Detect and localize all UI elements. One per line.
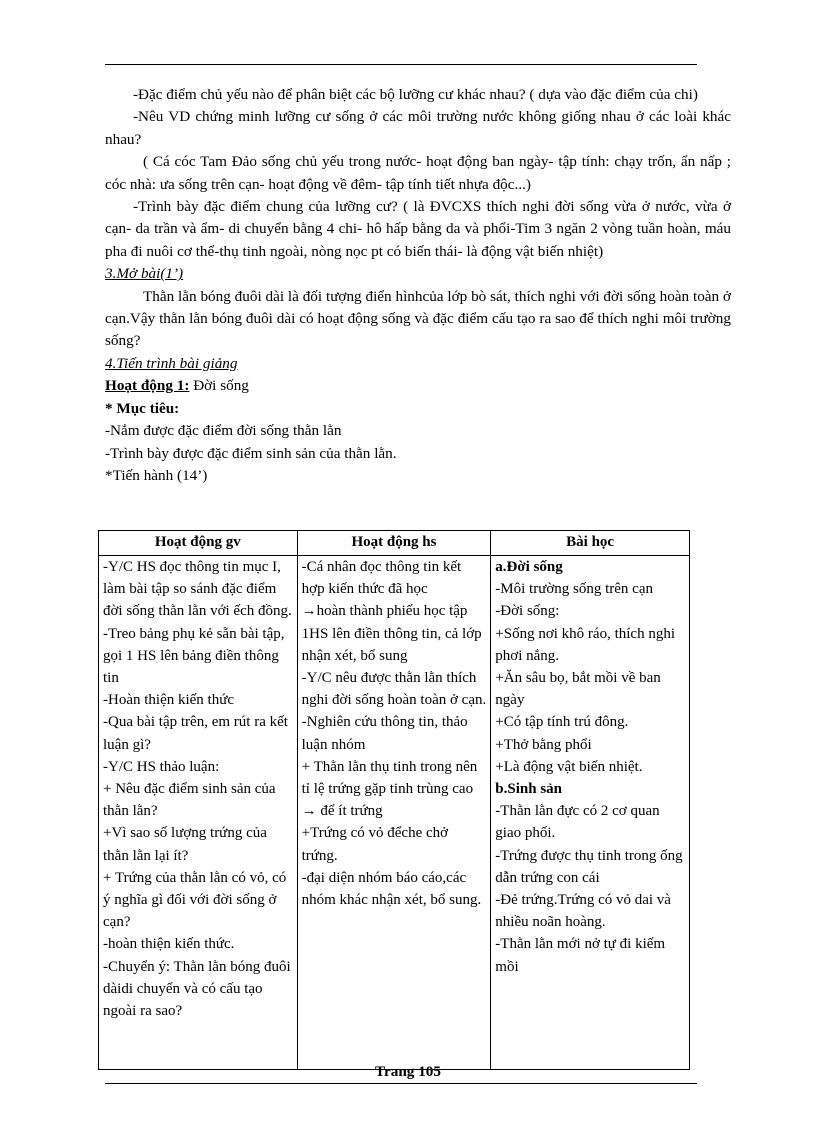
- section3-heading-text: 3.Mở bài(1’): [105, 265, 184, 283]
- lesson-line: -Thằn lằn đực có 2 cơ quan giao phối.: [495, 803, 660, 842]
- section4-heading-text: 4.Tiến trình bài giảng: [105, 354, 238, 372]
- lesson-line: -Đời sống:: [495, 603, 560, 620]
- section3-heading: [105, 263, 731, 285]
- lesson-subheading-life: a.Đời sống: [495, 559, 563, 575]
- lesson-line: +Là động vật biến nhiệt.: [495, 758, 643, 775]
- header-rule: [105, 64, 697, 65]
- student-line: 1HS lên điền thông tin, cả lớp nhận xét, bổ sung: [301, 625, 482, 664]
- footer-rule: [105, 1083, 697, 1084]
- lesson-line: +Sống nơi khô ráo, thích nghi phơi nắng.: [495, 625, 675, 664]
- goal-2: -Trình bày được đặc điểm sinh sản của thằn lằn.: [105, 444, 397, 462]
- student-line: -đại diện nhóm báo cáo,các nhóm khác nhận xét, bổ sung.: [301, 869, 482, 909]
- lesson-line: -Trứng được thụ tinh trong ống dẫn trứng con cái: [495, 847, 683, 886]
- header-teacher: Hoạt động gv: [99, 531, 298, 556]
- procedure-label: *Tiến hành (14’): [105, 466, 208, 484]
- header-student: Hoạt động hs: [297, 531, 491, 556]
- student-line: + Thằn lằn thụ tinh trong nên tỉ lệ trứng gặp tinh trùng cao → để ít trứng: [301, 758, 478, 820]
- activity-label: Hoạt động 1:: [105, 377, 190, 395]
- intro-question-1: -Đặc điểm chủ yếu nào để phân biệt các bộ lưỡng cư khác nhau? ( dựa vào đặc điểm của chi): [133, 86, 698, 103]
- teacher-line: + Trứng của thằn lằn có vỏ, có ý nghĩa gì đối với đời sống ở cạn?: [103, 869, 287, 931]
- document-body: [105, 84, 731, 487]
- goal-label: * Mục tiêu:: [105, 399, 180, 417]
- teacher-line: -Hoàn thiện kiến thức: [103, 692, 235, 709]
- intro-question-3: -Trình bày đặc điểm chung của lưỡng cư? ( là ĐVCXS thích nghi đời sống vừa ở nước, vừa ở cạn- da trần và ẩm- di chuyển bằng 4 chi- hô hấp bằng da và phổi-Tim 3 ngăn 2 vòng tuần hoàn, máu pha đi nuôi cơ thể-thụ tinh ngoài, nòng nọc pt có biến thái- là động vật biến nhiệt): [105, 198, 731, 260]
- student-line: -Nghiên cứu thông tin, thảo luận nhóm: [301, 714, 468, 753]
- teacher-line: -Y/C HS thảo luận:: [103, 758, 220, 775]
- lesson-cell: [491, 556, 690, 1070]
- teacher-line: -Qua bài tập trên, em rút ra kết luận gì?: [103, 714, 288, 753]
- teacher-line: -hoàn thiện kiến thức.: [103, 936, 235, 953]
- activity-title: [105, 375, 731, 397]
- lesson-line: +Ăn sâu bọ, bắt mồi về ban ngày: [495, 670, 661, 709]
- activity-name: Đời sống: [189, 377, 249, 395]
- lesson-table: [98, 530, 690, 1070]
- student-activity-cell: [297, 556, 491, 1070]
- goal-1: -Nắm được đặc điểm đời sống thằn lằn: [105, 422, 342, 440]
- student-line: -Y/C nêu được thằn lằn thích nghi đời sống hoàn toàn ở cạn.: [301, 670, 487, 709]
- teacher-line: + Nêu đặc điểm sinh sản của thằn lằn?: [103, 781, 276, 820]
- teacher-line: -Chuyển ý: Thằn lằn bóng đuôi dàidi chuyển và có cấu tạo ngoài ra sao?: [103, 958, 291, 1020]
- student-line: →hoàn thành phiếu học tập: [301, 603, 468, 620]
- section4-heading: [105, 353, 731, 375]
- teacher-line: +Vì sao số lượng trứng của thằn lằn lại ít?: [103, 825, 267, 864]
- header-lesson: Bài học: [491, 531, 690, 556]
- teacher-activity-cell: [99, 556, 298, 1070]
- teacher-line: -Treo bảng phụ kẻ sẵn bài tập, gọi 1 HS lên bảng điền thông tin: [103, 625, 285, 687]
- intro-question-2: -Nêu VD chứng minh lưỡng cư sống ở các môi trường nước không giống nhau ở các loài khác nhau?: [105, 108, 731, 148]
- lesson-subheading-reproduction: b.Sinh sản: [495, 781, 562, 798]
- student-line: -Cá nhân đọc thông tin kết hợp kiến thức đã học: [301, 559, 462, 598]
- student-line: +Trứng có vỏ đểche chở trứng.: [301, 825, 449, 864]
- table-header-row: [99, 531, 690, 556]
- lesson-line: -Đẻ trứng.Trứng có vỏ dai và nhiều noãn hoàng.: [495, 892, 671, 931]
- teacher-line: -Y/C HS đọc thông tin mục I, làm bài tập so sánh đặc điểm đời sống thằn lằn với ếch đồng.: [103, 559, 292, 620]
- lesson-line: -Môi trường sống trên cạn: [495, 581, 653, 598]
- intro-answer-2: ( Cá cóc Tam Đảo sống chủ yếu trong nước- hoạt động ban ngày- tập tính: chạy trốn, ẩn nấp ; cóc nhà: ưa sống trên cạn- hoạt động về đêm- tập tính tiết nhựa độc...): [105, 153, 731, 193]
- lesson-line: +Thở bằng phổi: [495, 736, 592, 753]
- lesson-line: +Có tập tính trú đông.: [495, 714, 629, 731]
- table-row: [99, 556, 690, 1070]
- section3-text: Thằn lằn bóng đuôi dài là đối tượng điển hìnhcủa lớp bò sát, thích nghi với đời sống hoàn toàn ở cạn.Vậy thằn lằn bóng đuôi dài có hoạt động sống và đặc điểm cấu tạo ra sao để thích nghi môi trường sống?: [105, 287, 731, 350]
- lesson-line: -Thằn lằn mới nở tự đi kiếm mồi: [495, 936, 666, 975]
- page-number: Trang 105: [375, 1063, 441, 1080]
